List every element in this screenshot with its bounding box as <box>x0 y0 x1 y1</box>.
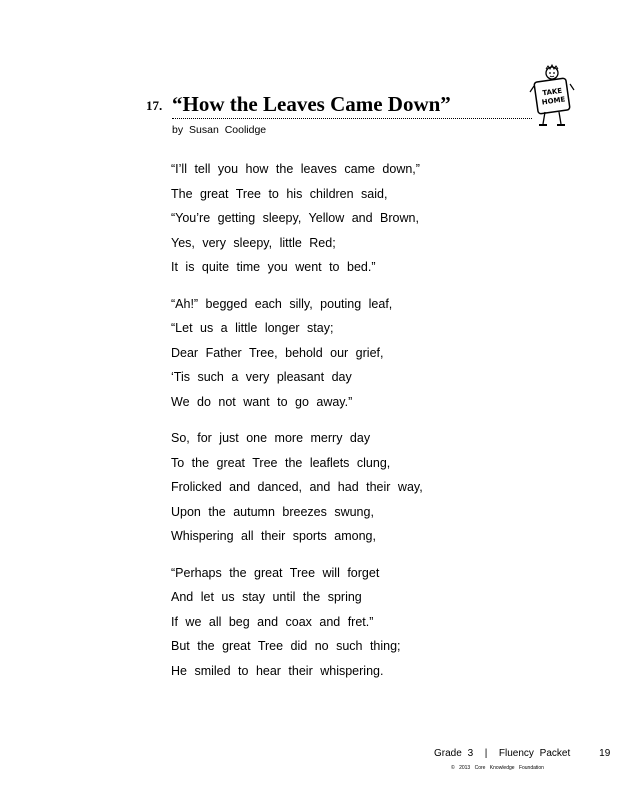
stanza <box>171 157 471 280</box>
packet-label: Fluency Packet <box>498 748 571 759</box>
poem-line: Yes, very sleepy, little Red; <box>171 235 336 250</box>
poem-line: To the great Tree the leaflets clung, <box>171 455 391 470</box>
poem-line: “You’re getting sleepy, Yellow and Brown, <box>171 211 419 225</box>
copyright-line: © 2013 Core Knowledge Foundation <box>451 765 544 771</box>
poem-line: We do not want to go away.” <box>171 394 353 409</box>
poem-line: It is quite time you went to bed.” <box>171 260 376 274</box>
poem-line: ‘Tis such a very pleasant day <box>171 370 352 384</box>
poem-line: But the great Tree did no such thing; <box>171 639 401 653</box>
poem-line: And let us stay until the spring <box>171 590 362 604</box>
stanza <box>171 561 471 684</box>
poem-line: “Perhaps the great Tree will forget <box>171 565 380 580</box>
poem-byline: by Susan Coolidge <box>172 124 267 136</box>
poem-line: “I’ll tell you how the leaves came down,” <box>171 162 420 176</box>
poem-line: “Ah!” begged each silly, pouting leaf, <box>171 296 393 311</box>
poem-body <box>171 157 471 695</box>
poem-line: Upon the autumn breezes swung, <box>171 504 374 519</box>
take-home-icon <box>528 64 576 132</box>
poem-line: He smiled to hear their whispering. <box>171 663 384 678</box>
poem-line: So, for just one more merry day <box>171 431 371 445</box>
poem-line: Frolicked and danced, and had their way, <box>171 480 423 494</box>
poem-line: Whispering all their sports among, <box>171 529 376 543</box>
poem-number: 17. <box>146 98 163 113</box>
poem-line: If we all beg and coax and fret.” <box>171 614 374 629</box>
poem-line: Dear Father Tree, behold our grief, <box>171 345 384 360</box>
poem-line: “Let us a little longer stay; <box>171 321 334 335</box>
poem-title: “How the Leaves Came Down” <box>172 92 451 116</box>
stanza <box>171 292 471 415</box>
stanza <box>171 426 471 549</box>
footer-separator: | <box>484 748 488 759</box>
take-home-label: TAKE HOME <box>541 86 566 107</box>
title-underline <box>172 118 532 119</box>
page-number: 19 <box>599 748 611 759</box>
page-footer <box>434 748 610 759</box>
grade-label: Grade 3 <box>434 748 474 759</box>
poem-line: The great Tree to his children said, <box>171 186 388 201</box>
